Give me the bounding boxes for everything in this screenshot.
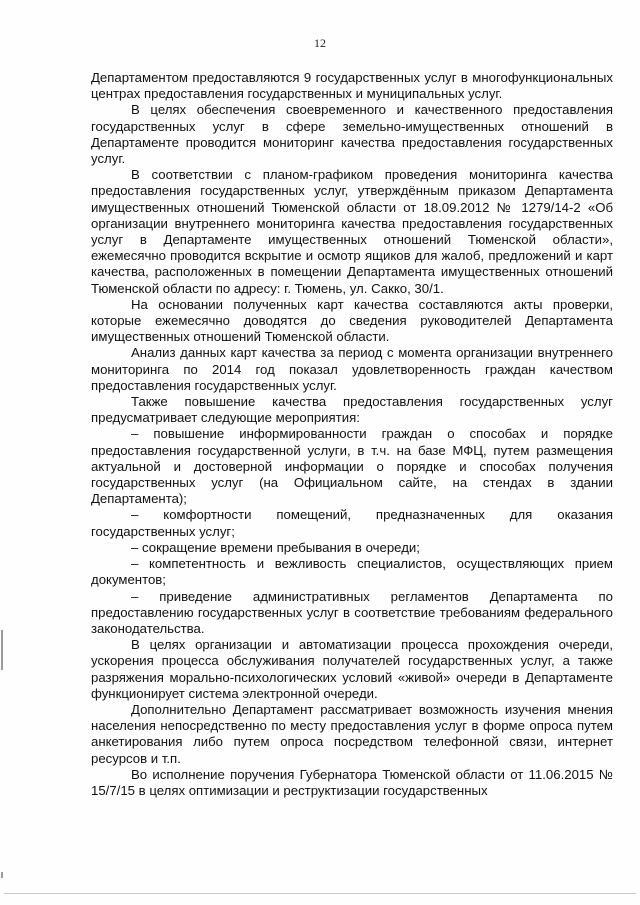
scan-bottom-line (4, 893, 636, 894)
paragraph-3: В соответствии с планом-графиком проведения мониторинга качества предоставления государственных услуг, утверждённым приказом Департамента имущественных отношений Тюменской области от 18.09.2012 № 1279/14-2 «Об организации внутреннего мониторинга качества предоставления государственных услуг в Департаменте имущественных отношений Тюменской области», ежемесячно проводится вскрытие и осмотр ящиков для жалоб, предложений и карт качества, расположенных в помещении Департамента имущественных отношений Тюменской области по адресу: г. Тюмень, ул. Сакко, 30/1. (91, 167, 613, 296)
scan-edge-mark (1, 872, 3, 878)
list-item-3: – сокращение времени пребывания в очереди; (131, 539, 420, 555)
scan-edge-mark (1, 630, 3, 670)
list-item-4: – компетентность и вежливость специалистов, осуществляющих прием документов; (91, 556, 613, 588)
paragraph-1: Департаментом предоставляются 9 государственных услуг в многофункциональных центрах предоставления государственных и муниципальных услуг. (91, 70, 613, 102)
paragraph-6: Также повышение качества предоставления государственных услуг предусматривает следующие мероприятия: (91, 394, 613, 426)
paragraph-4: На основании полученных карт качества составляются акты проверки, которые ежемесячно доводятся до сведения руководителей Департамента имущественных отношений Тюменской области. (91, 296, 613, 345)
paragraph-5: Анализ данных карт качества за период с момента организации внутреннего мониторинга по 2014 год показал удовлетворенность граждан качеством предоставления государственных услуг. (91, 345, 613, 393)
list-item-1: – повышение информированности граждан о способах и порядке предоставления государственной услуги, в т.ч. на базе МФЦ, путем размещения актуальной и достоверной информации о порядке и способах получения государственных услуг (на Официальном сайте, на стендах в здании Департамента); (91, 426, 613, 507)
paragraph-9: Во исполнение поручения Губернатора Тюменской области от 11.06.2015 № 15/7/15 в целях оптимизации и реструктизации государственных (91, 766, 613, 798)
paragraph-2: В целях обеспечения своевременного и качественного предоставления государственных услуг в сфере земельно-имущественных отношений в Департаменте проводится мониторинг качества предоставления государственных услуг. (91, 102, 613, 167)
list-item-2: – комфортности помещений, предназначенных для оказания государственных услуг; (91, 507, 613, 539)
page-number: 12 (314, 36, 326, 50)
document-body (91, 70, 613, 799)
paragraph-8: Дополнительно Департамент рассматривает возможность изучения мнения населения непосредственно по месту предоставления услуг в форме опроса путем анкетирования либо путем опроса посредством телефонной связи, интернет ресурсов и т.п. (91, 701, 613, 766)
paragraph-7: В целях организации и автоматизации процесса прохождения очереди, ускорения процесса обслуживания получателей государственных услуг, а также разряжения морально-психологических условий «живой» очереди в Департаменте функционирует система электронной очереди. (91, 637, 613, 701)
list-item-5: – приведение административных регламентов Департамента по предоставлению государственных услуг в соответствие требованиям федерального законодательства. (91, 588, 613, 636)
